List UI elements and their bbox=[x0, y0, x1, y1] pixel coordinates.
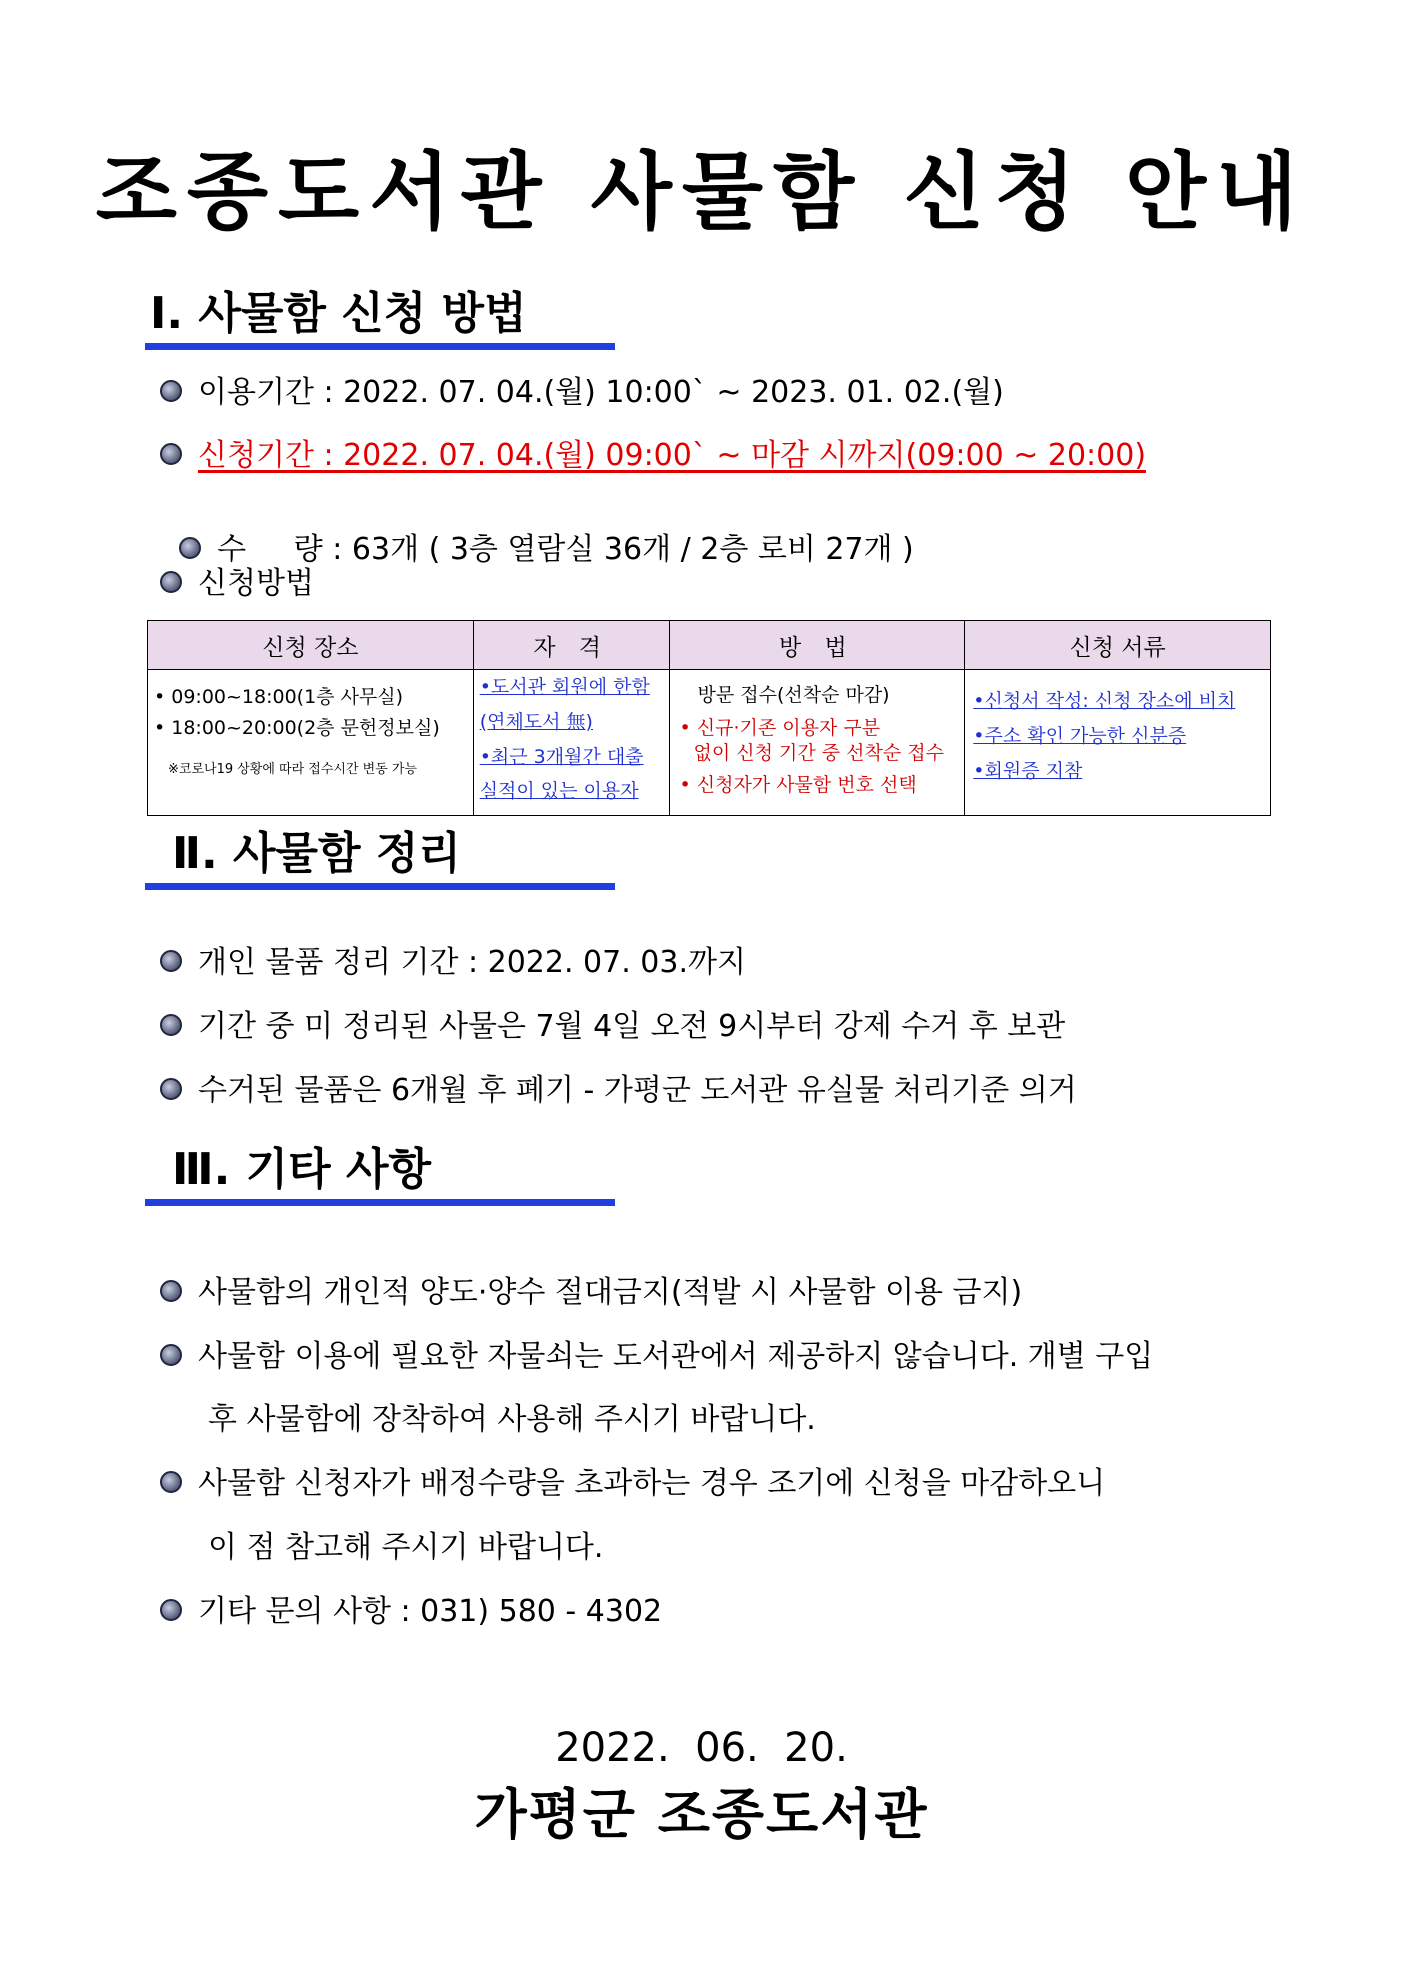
section1-item-apply-period bbox=[160, 438, 1147, 473]
item-text: 신청기간 : 2022. 07. 04.(월) 09:00` ~ 마감 시까지(09:00 ~ 20:00) bbox=[198, 438, 1147, 473]
item-text: 신청방법 bbox=[198, 566, 314, 601]
section3-item bbox=[160, 1466, 1106, 1501]
bullet-circle-icon bbox=[160, 1014, 182, 1036]
documents-line[interactable]: •신청서 작성: 신청 장소에 비치 bbox=[973, 690, 1236, 712]
section3-item-continuation: 후 사물함에 장착하여 사용해 주시기 바랍니다. bbox=[208, 1402, 816, 1437]
section3-heading: Ⅲ. 기타 사항 bbox=[172, 1144, 431, 1195]
section1-item-method bbox=[160, 566, 314, 601]
table-cell-method bbox=[669, 670, 965, 816]
section1-item-quantity bbox=[160, 505, 914, 565]
table-header-qualification: 자 격 bbox=[473, 621, 669, 670]
place-note: ※코로나19 상황에 따라 접수시간 변동 가능 bbox=[168, 761, 418, 777]
table-header-documents: 신청 서류 bbox=[965, 621, 1271, 670]
section3-item-continuation: 이 점 참고해 주시기 바랍니다. bbox=[208, 1530, 604, 1565]
section3-item bbox=[160, 1275, 1023, 1310]
section3-item bbox=[160, 1339, 1154, 1374]
section1-heading: Ⅰ. 사물함 신청 방법 bbox=[150, 288, 527, 339]
item-text: 수거된 물품은 6개월 후 폐기 - 가평군 도서관 유실물 처리기준 의거 bbox=[198, 1073, 1077, 1108]
bullet-circle-icon bbox=[160, 380, 182, 402]
place-line: • 09:00~18:00(1층 사무실) bbox=[154, 686, 404, 708]
documents-line[interactable]: •회원증 지참 bbox=[973, 759, 1083, 782]
section1-item-period bbox=[160, 375, 1004, 410]
table-cell-place bbox=[148, 670, 474, 816]
item-text: 개인 물품 정리 기간 : 2022. 07. 03.까지 bbox=[198, 945, 746, 980]
qualification-line[interactable]: (연체도서 無) bbox=[479, 710, 593, 733]
bullet-circle-icon bbox=[160, 571, 182, 593]
item-text: 기간 중 미 정리된 사물은 7월 4일 오전 9시부터 강제 수거 후 보관 bbox=[198, 1009, 1066, 1044]
application-table bbox=[147, 620, 1271, 816]
section3-item bbox=[160, 1594, 663, 1629]
table-header-place: 신청 장소 bbox=[148, 621, 474, 670]
bullet-circle-icon bbox=[179, 537, 201, 559]
section3-underline bbox=[145, 1199, 615, 1206]
section2-item bbox=[160, 945, 746, 980]
table-cell-qualification bbox=[473, 670, 669, 816]
item-text: 수 량 : 63개 ( 3층 열람실 36개 / 2층 로비 27개 ) bbox=[217, 532, 914, 567]
bullet-circle-icon bbox=[160, 1471, 182, 1493]
footer-organization: 가평군 조종도서관 bbox=[474, 1783, 929, 1846]
table-cell-documents bbox=[965, 670, 1271, 816]
bullet-circle-icon bbox=[160, 950, 182, 972]
item-text: 사물함 이용에 필요한 자물쇠는 도서관에서 제공하지 않습니다. 개별 구입 bbox=[198, 1339, 1154, 1374]
section2-item bbox=[160, 1009, 1066, 1044]
qualification-line[interactable]: 실적이 있는 이용자 bbox=[479, 780, 639, 803]
item-text: 기타 문의 사항 : 031) 580 - 4302 bbox=[198, 1594, 663, 1629]
method-line: 없이 신청 기간 중 선착순 접수 bbox=[693, 741, 944, 764]
bullet-circle-icon bbox=[160, 1599, 182, 1621]
section2-underline bbox=[145, 883, 615, 890]
section2-item bbox=[160, 1073, 1077, 1108]
bullet-circle-icon bbox=[160, 443, 182, 465]
qualification-line[interactable]: •도서관 회원에 한함 bbox=[479, 676, 650, 698]
bullet-circle-icon bbox=[160, 1280, 182, 1302]
footer-date: 2022. 06. 20. bbox=[555, 1725, 848, 1771]
bullet-circle-icon bbox=[160, 1344, 182, 1366]
qualification-line[interactable]: •최근 3개월간 대출 bbox=[479, 745, 644, 768]
section2-heading: Ⅱ. 사물함 정리 bbox=[172, 828, 461, 879]
method-line: 방문 접수(선착순 마감) bbox=[697, 684, 890, 706]
item-text: 이용기간 : 2022. 07. 04.(월) 10:00` ~ 2023. 01. 02.(월) bbox=[198, 375, 1004, 410]
place-line: • 18:00~20:00(2층 문헌정보실) bbox=[154, 716, 440, 739]
documents-line[interactable]: •주소 확인 가능한 신분증 bbox=[973, 724, 1187, 747]
page-title: 조종도서관 사물함 신청 안내 bbox=[95, 143, 1308, 241]
method-line: • 신규·기존 이용자 구분 bbox=[679, 716, 881, 739]
item-text: 사물함 신청자가 배정수량을 초과하는 경우 조기에 신청을 마감하오니 bbox=[198, 1466, 1106, 1501]
item-text: 사물함의 개인적 양도·양수 절대금지(적발 시 사물함 이용 금지) bbox=[198, 1275, 1023, 1310]
method-line: • 신청자가 사물함 번호 선택 bbox=[679, 774, 917, 797]
section1-underline bbox=[145, 343, 615, 350]
table-header-method: 방 법 bbox=[669, 621, 965, 670]
bullet-circle-icon bbox=[160, 1078, 182, 1100]
